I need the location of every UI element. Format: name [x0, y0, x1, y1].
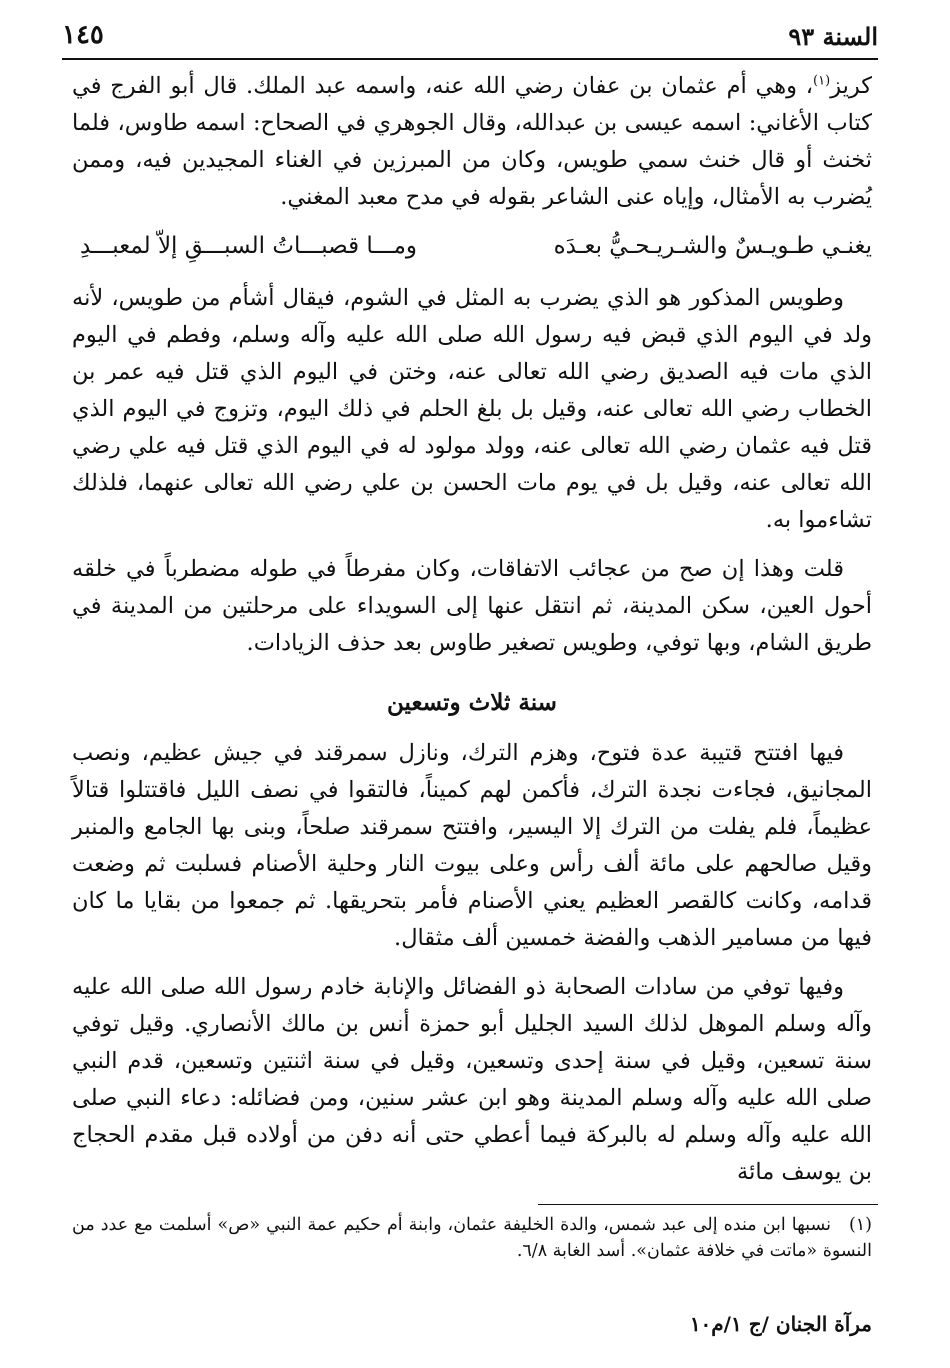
footnote-reference: (١) [813, 73, 831, 89]
paragraph-4: فيها افتتح قتيبة عدة فتوح، وهزم الترك، ونازل سمرقند في جيش عظيم، ونصب المجانيق، فجاءت نجدة الترك، فأكمن لهم كميناً، فالتقوا في نصف الليل فاقتتلوا قتالاً عظيماً، فلم يفلت من الترك إلا اليسير، وافتتح سمرقند صلحاً، وبنى بها الجامع والمنبر وقيل صالحهم على مائة ألف رأس وعلى بيوت النار وحلية الأصنام فسلبت ثم وضعت قدامه، وكانت كالقصر العظيم يعني الأصنام فأمر بتحريقها. ثم جمعوا من بقايا ما كان فيها من مسامير الذهب والفضة خمسين ألف مثقال. [72, 740, 872, 951]
verse-first-hemistich: يغنـي طـويـسٌ والشـريـحـيُّ بعـدَه [553, 233, 872, 259]
paragraph-3: قلت وهذا إن صح من عجائب الاتفاقات، وكان مفرطاً في طوله مضطرباً في خلقه أحول العين، سكن المدينة، ثم انتقل عنها إلى السويداء على مرحلتين من المدينة في طريق الشام، وبها توفي، وطويس تصغير طاوس بعد حذف الزيادات. [72, 556, 872, 656]
section-heading: سنة ثلاث وتسعين [387, 689, 557, 716]
footnote [72, 1212, 872, 1264]
page-footer: مرآة الجنان /ج ١/م١٠ [689, 1312, 872, 1336]
paragraph-1-text: ، وهي أم عثمان بن عفان رضي الله عنه، واسمه عبد الملك. قال أبو الفرج في كتاب الأغاني: اسمه عيسى بن عبدالله، وقال الجوهري في الصحاح: اسمه طاوس، فلما ثخنث أو قال خنث سمي طويس، وكان من المبرزين في الغناء المجيدين فيه، وممن يُضرب به الأمثال، وإياه عنى الشاعر بقوله في مدح معبد المغني. [72, 73, 872, 210]
running-title: السنة ٩٣ [788, 22, 878, 51]
page-header [62, 18, 878, 60]
main-text [72, 68, 872, 1199]
paragraph-5: وفيها توفي من سادات الصحابة ذو الفضائل والإنابة خادم رسول الله صلى الله عليه وآله وسلم الموهل لذلك السيد الجليل أبو حمزة أنس بن مالك الأنصاري. وقيل توفي سنة تسعين، وقيل في سنة إحدى وتسعين، وقيل في سنة اثنتين وتسعين، قدم النبي صلى الله عليه وآله وسلم المدينة وهو ابن عشر سنين، ومن فضائله: دعاء النبي صلى الله عليه وآله وسلم له بالبركة فيما أعطي حتى أنه دفن من أولاده قبل مقدم الحجاج بن يوسف مائة [72, 974, 872, 1185]
paragraph-1-first-word: كريز [830, 73, 872, 99]
footnote-divider [538, 1204, 878, 1205]
verse-second-hemistich: ومـــا قصبـــاتُ السبـــقِ إلاّ لمعبـــدِ [80, 233, 418, 259]
footnote-text: نسبها ابن منده إلى عبد شمس، والدة الخليفة عثمان، وابنة أم حكيم عمة النبي «ص» أسلمت مع عدد من النسوة «ماتت في خلافة عثمان». أسد الغابة ٦/٨. [72, 1215, 872, 1261]
poetry-verse [72, 226, 872, 266]
footnote-mark: (١) [848, 1215, 872, 1235]
page-number: ١٤٥ [62, 20, 104, 50]
paragraph-2: وطويس المذكور هو الذي يضرب به المثل في الشوم، فيقال أشأم من طويس، لأنه ولد في اليوم الذي قبض فيه رسول الله صلى الله عليه وآله وسلم، وفطم في اليوم الذي مات فيه الصديق رضي الله تعالى عنه، وختن في اليوم الذي قتل فيه عمر بن الخطاب رضي الله تعالى عنه، وقيل بل بلغ الحلم في ذلك اليوم، وتزوج في اليوم الذي قتل فيه عثمان رضي الله تعالى عنه، وولد مولود له في اليوم الذي قتل فيه علي رضي الله تعالى عنه، وقيل بل في يوم مات الحسن بن علي رضي الله تعالى عنهما، فلذلك تشاءموا به. [72, 285, 872, 533]
paragraph-1 [72, 68, 872, 216]
